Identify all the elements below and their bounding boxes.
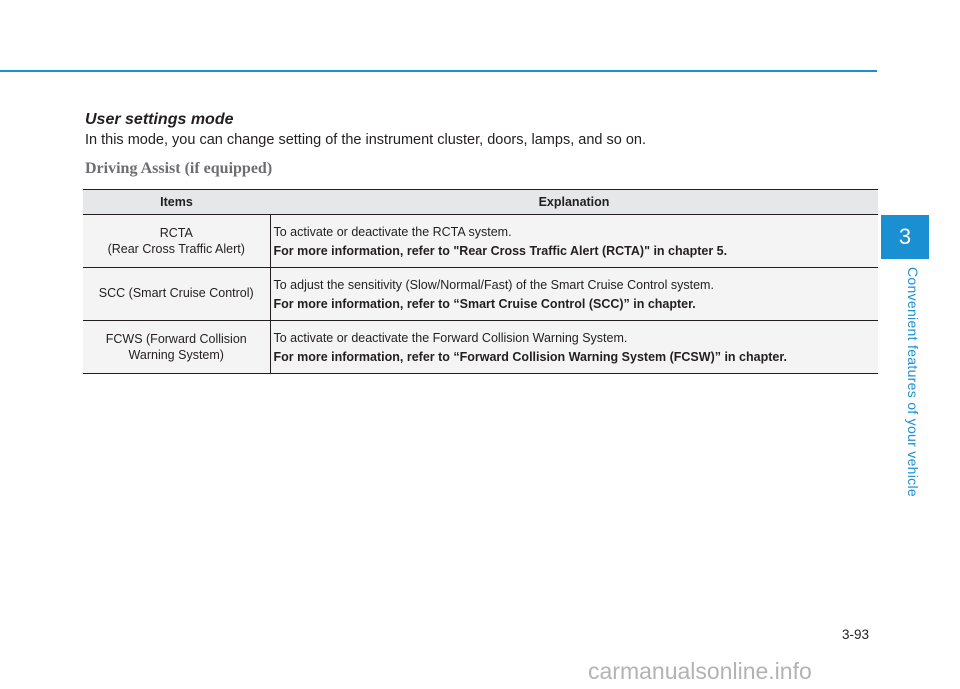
page-number: 3-93 (842, 627, 870, 642)
table-row (83, 215, 878, 268)
driving-assist-table (83, 189, 878, 374)
watermark: carmanualsonline.info (588, 658, 812, 684)
item-name: FCWS (Forward Collision (105, 332, 247, 346)
reference-text: For more information, refer to "Rear Cross Traffic Alert (RCTA)" in chapter 5. (273, 244, 728, 258)
table-row (83, 268, 878, 321)
section-title: User settings mode (85, 111, 234, 128)
item-name-detail: (Rear Cross Traffic Alert) (107, 242, 245, 256)
item-cell (83, 268, 270, 321)
explanation-text: To activate or deactivate the Forward Collision Warning System. (273, 331, 628, 345)
column-header-explanation: Explanation (270, 190, 878, 215)
explanation-text: To activate or deactivate the RCTA system. (273, 225, 512, 239)
explanation-cell (270, 268, 878, 321)
item-cell (83, 321, 270, 374)
explanation-text: To adjust the sensitivity (Slow/Normal/Fast) of the Smart Cruise Control system. (273, 278, 714, 292)
explanation-cell (270, 215, 878, 268)
intro-text: In this mode, you can change setting of the instrument cluster, doors, lamps, and so on. (85, 132, 646, 148)
chapter-tab: 3 (881, 215, 929, 259)
item-name: SCC (Smart Cruise Control) (98, 286, 254, 300)
table-header-row (83, 190, 878, 215)
column-header-items: Items (83, 190, 270, 215)
explanation-cell (270, 321, 878, 374)
item-cell (83, 215, 270, 268)
item-name: RCTA (159, 226, 193, 240)
reference-text: For more information, refer to “Smart Cruise Control (SCC)” in chapter. (273, 297, 696, 311)
chapter-label: Convenient features of your vehicle (905, 267, 921, 497)
sub-title: Driving Assist (if equipped) (85, 160, 273, 177)
reference-text: For more information, refer to “Forward Collision Warning System (FCSW)” in chapter. (273, 350, 787, 364)
top-rule (0, 70, 877, 72)
item-name-detail: Warning System) (128, 348, 224, 362)
table-row (83, 321, 878, 374)
